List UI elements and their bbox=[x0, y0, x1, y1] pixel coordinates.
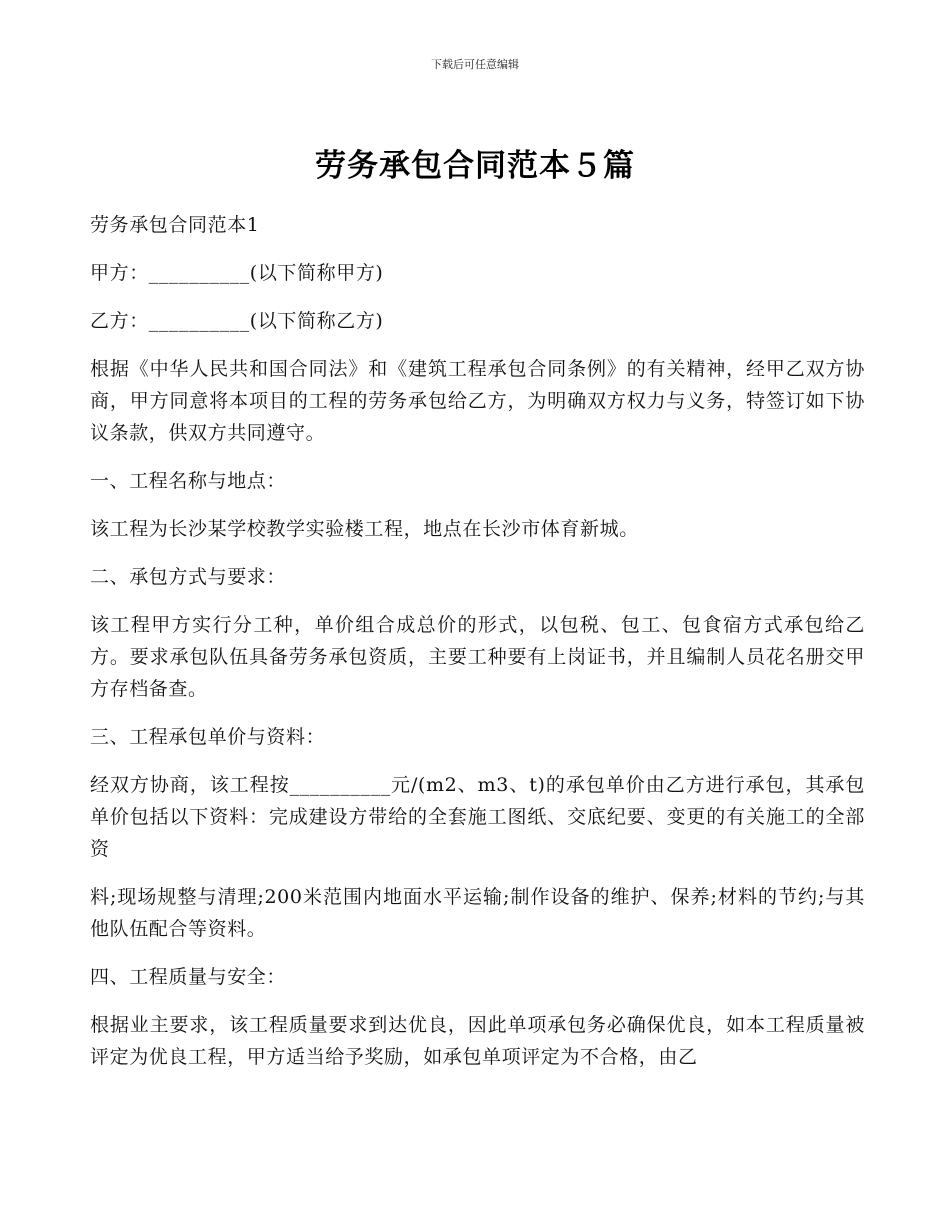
clause-heading-1: 一、工程名称与地点： bbox=[90, 470, 287, 492]
clause-body-3a: 经双方协商，该工程按__________元/(m2、m3、t)的承包单价由乙方进行承包，其承包单价包括以下资料：完成建设方带给的全套施工图纸、交底纪要、变更的有关施工的全部资 bbox=[90, 774, 865, 860]
party-a-line: 甲方：__________(以下简称甲方) bbox=[90, 262, 384, 284]
clause-body-1: 该工程为长沙某学校教学实验楼工程，地点在长沙市体育新城。 bbox=[90, 518, 639, 540]
document-body bbox=[90, 209, 865, 1089]
clause-body-4: 根据业主要求，该工程质量要求到达优良，因此单项承包务必确保优良，如本工程质量被评定为优良工程，甲方适当给予奖励，如承包单项评定为不合格，由乙 bbox=[90, 1014, 865, 1068]
clause-heading-3: 三、工程承包单价与资料： bbox=[90, 726, 326, 748]
clause-heading-4: 四、工程质量与安全： bbox=[90, 966, 287, 988]
clause-heading-2: 二、承包方式与要求： bbox=[90, 566, 287, 588]
clause-body-3b: 料;现场规整与清理;200米范围内地面水平运输;制作设备的维护、保养;材料的节约;与其他队伍配合等资料。 bbox=[90, 886, 865, 940]
clause-body-2: 该工程甲方实行分工种，单价组合成总价的形式，以包税、包工、包食宿方式承包给乙方。要求承包队伍具备劳务承包资质，主要工种要有上岗证书，并且编制人员花名册交甲方存档备查。 bbox=[90, 614, 865, 700]
party-b-line: 乙方：__________(以下简称乙方) bbox=[90, 310, 384, 332]
section-heading-contract-1: 劳务承包合同范本1 bbox=[90, 214, 260, 236]
document-title: 劳务承包合同范本５篇 bbox=[315, 148, 635, 184]
preamble-paragraph: 根据《中华人民共和国合同法》和《建筑工程承包合同条例》的有关精神，经甲乙双方协商，甲方同意将本项目的工程的劳务承包给乙方，为明确双方权力与义务，特签订如下协议条款，供双方共同遵守。 bbox=[90, 358, 865, 444]
header-note: 下载后可任意编辑 bbox=[431, 58, 519, 71]
